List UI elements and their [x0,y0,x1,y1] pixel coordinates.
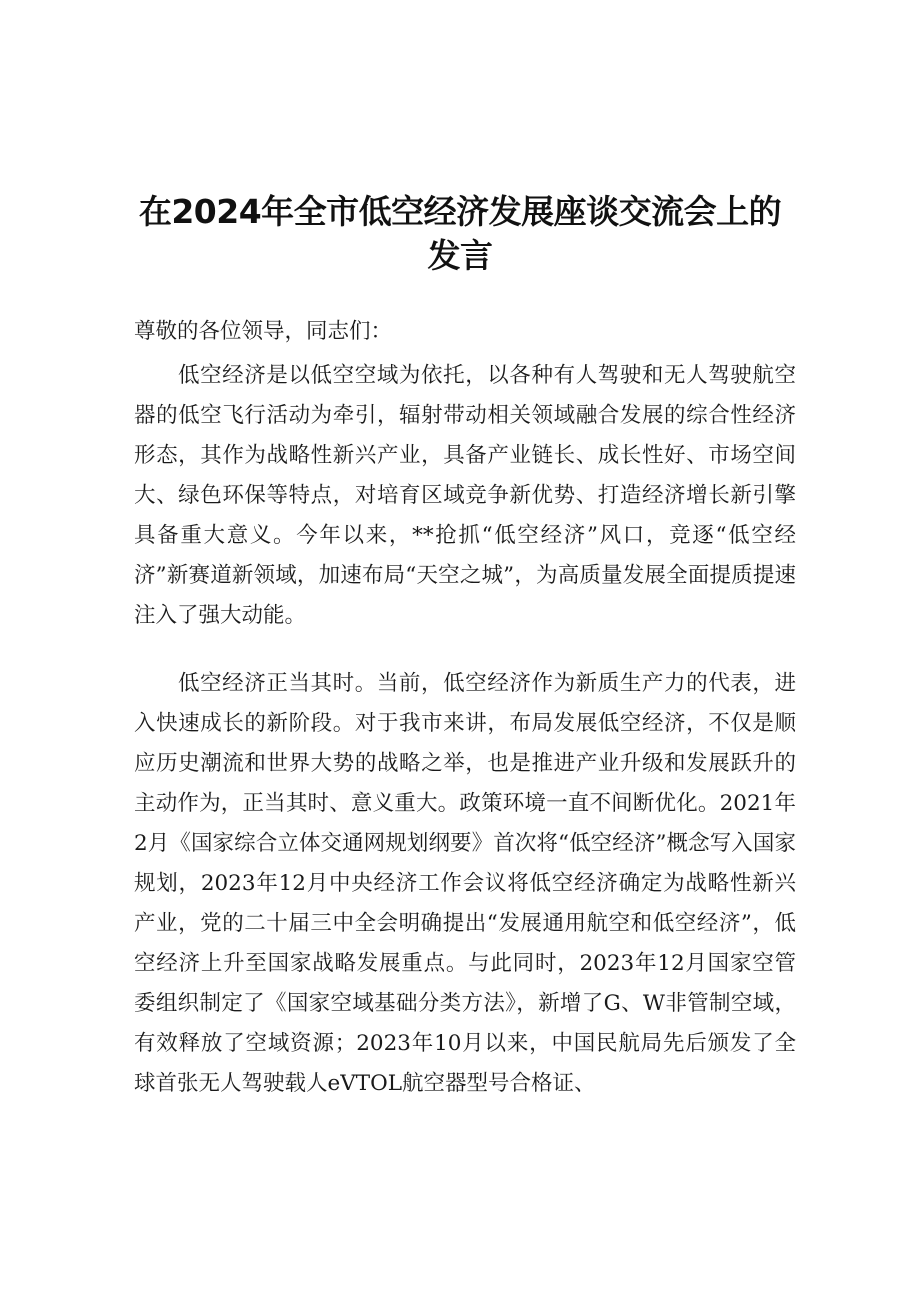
paragraph-2: 低空经济正当其时。当前，低空经济作为新质生产力的代表，进入快速成长的新阶段。对于我市来讲，布局发展低空经济，不仅是顺应历史潮流和世界大势的战略之举，也是推进产业升级和发展跃升的主动作为，正当其时、意义重大。政策环境一直不间断优化。2021年2月《国家综合立体交通网规划纲要》首次将“低空经济”概念写入国家规划，2023年12月中央经济工作会议将低空经济确定为战略性新兴产业，党的二十届三中全会明确提出“发展通用航空和低空经济”，低空经济上升至国家战略发展重点。与此同时，2023年12月国家空管委组织制定了《国家空域基础分类方法》，新增了G、W非管制空域，有效释放了空域资源；2023年10月以来，中国民航局先后颁发了全球首张无人驾驶载人eVTOL航空器型号合格证、 [134,671,796,1096]
paragraph-1: 低空经济是以低空空域为依托，以各种有人驾驶和无人驾驶航空器的低空飞行活动为牵引，辐射带动相关领域融合发展的综合性经济形态，其作为战略性新兴产业，具备产业链长、成长性好、市场空间大、绿色环保等特点，对培育区域竞争新优势、打造经济增长新引擎具备重大意义。今年以来，**抢抓“低空经济”风口，竞逐“低空经济”新赛道新领域，加速布局“天空之城”，为高质量发展全面提质提速注入了强大动能。 [134,363,796,628]
salutation: 尊敬的各位领导，同志们： [134,319,393,344]
document-title: 在2024年全市低空经济发展座谈交流会上的发言 [138,192,782,275]
